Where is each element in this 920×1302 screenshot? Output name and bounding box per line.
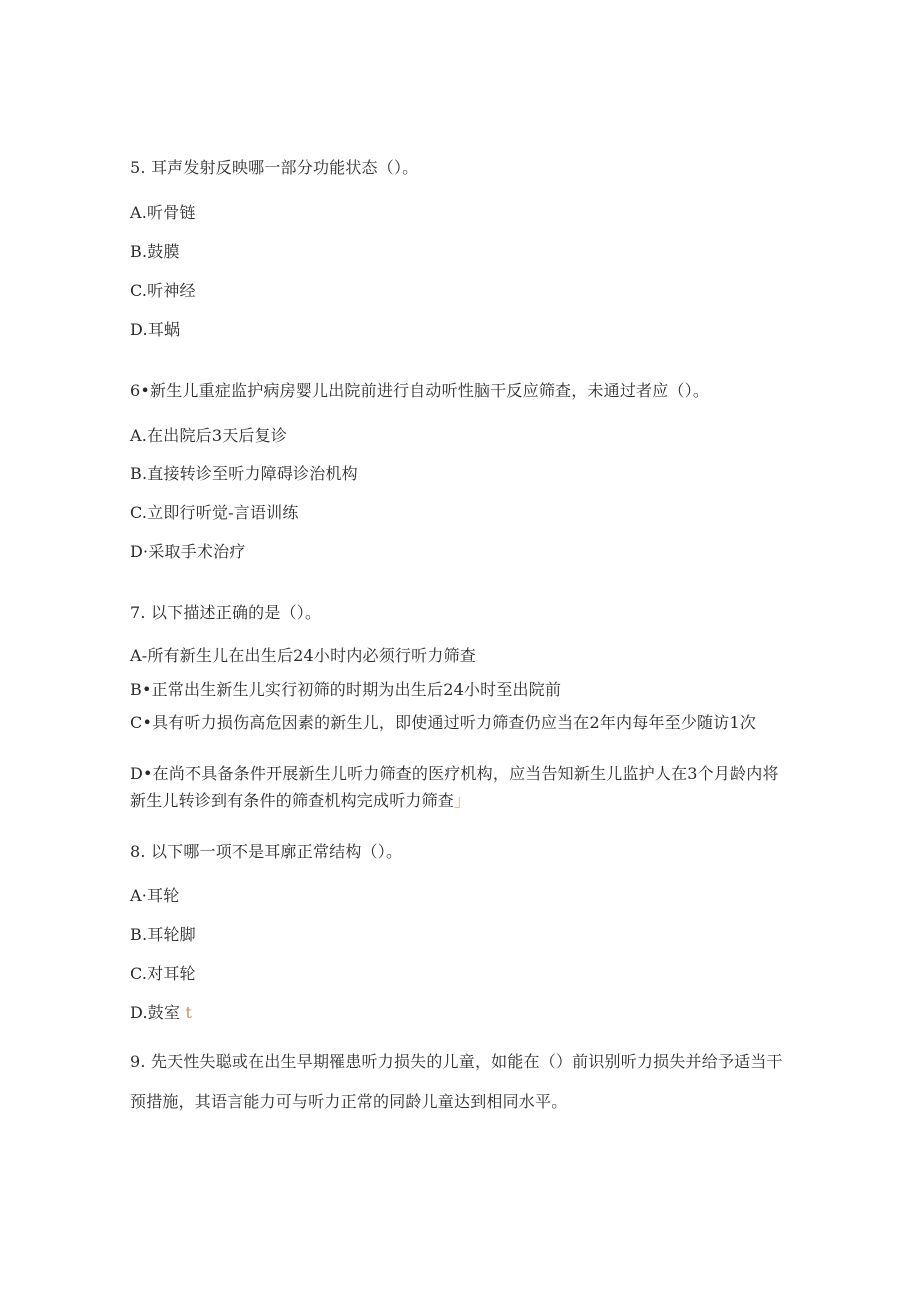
question-8-option-d-text: D.鼓室 [130, 1003, 181, 1022]
question-7-option-d [130, 760, 785, 814]
question-8-option-a: A·耳轮 [130, 886, 180, 905]
question-6-option-d: D·采取手术治疗 [130, 542, 246, 561]
question-5-option-c: C.听神经 [130, 281, 196, 300]
question-7-option-c: C•具有听力损伤高危因素的新生儿，即使通过听力筛查仍应当在2年内每年至少随访1次 [130, 713, 757, 732]
question-8-option-d [130, 1003, 192, 1023]
question-7-stem: 7. 以下描述正确的是（）。 [130, 603, 322, 622]
question-7-option-a: A-所有新生儿在出生后24小时内必须行听力筛查 [130, 646, 476, 665]
question-9-stem: 9. 先天性失聪或在出生早期罹患听力损失的儿童，如能在（）前识别听力损失并给予适当干预措施，其语言能力可与听力正常的同龄儿童达到相同水平。 [130, 1052, 783, 1111]
question-6-option-a: A.在出院后3天后复诊 [130, 426, 288, 445]
question-7-option-d-text: D•在尚不具备条件开展新生儿听力筛查的医疗机构，应当告知新生儿监护人在3个月龄内将新生儿转诊到有条件的筛查机构完成听力筛查 [130, 764, 779, 810]
question-6-stem: 6•新生儿重症监护病房婴儿出院前进行自动听性脑干反应筛查，未通过者应（）。 [130, 381, 710, 400]
question-7-option-b: B•正常出生新生儿实行初筛的时期为出生后24小时至出院前 [130, 680, 562, 699]
question-8-option-c: C.对耳轮 [130, 964, 196, 983]
question-6-option-b: B.直接转诊至听力障碍诊治机构 [130, 464, 358, 483]
question-6-option-c: C.立即行听觉-言语训练 [130, 503, 299, 522]
question-5-option-b: B.鼓膜 [130, 242, 180, 261]
question-5-option-d: D.耳蜗 [130, 320, 181, 339]
question-5-option-a: A.听骨链 [130, 203, 196, 222]
stray-t-mark: t [185, 1003, 193, 1022]
question-8-option-b: B.耳轮脚 [130, 925, 196, 944]
stray-bracket-mark: 」 [454, 791, 471, 810]
question-8-stem: 8. 以下哪一项不是耳廓正常结构（）。 [130, 842, 403, 861]
question-5-stem: 5. 耳声发射反映哪一部分功能状态（）。 [130, 158, 419, 177]
